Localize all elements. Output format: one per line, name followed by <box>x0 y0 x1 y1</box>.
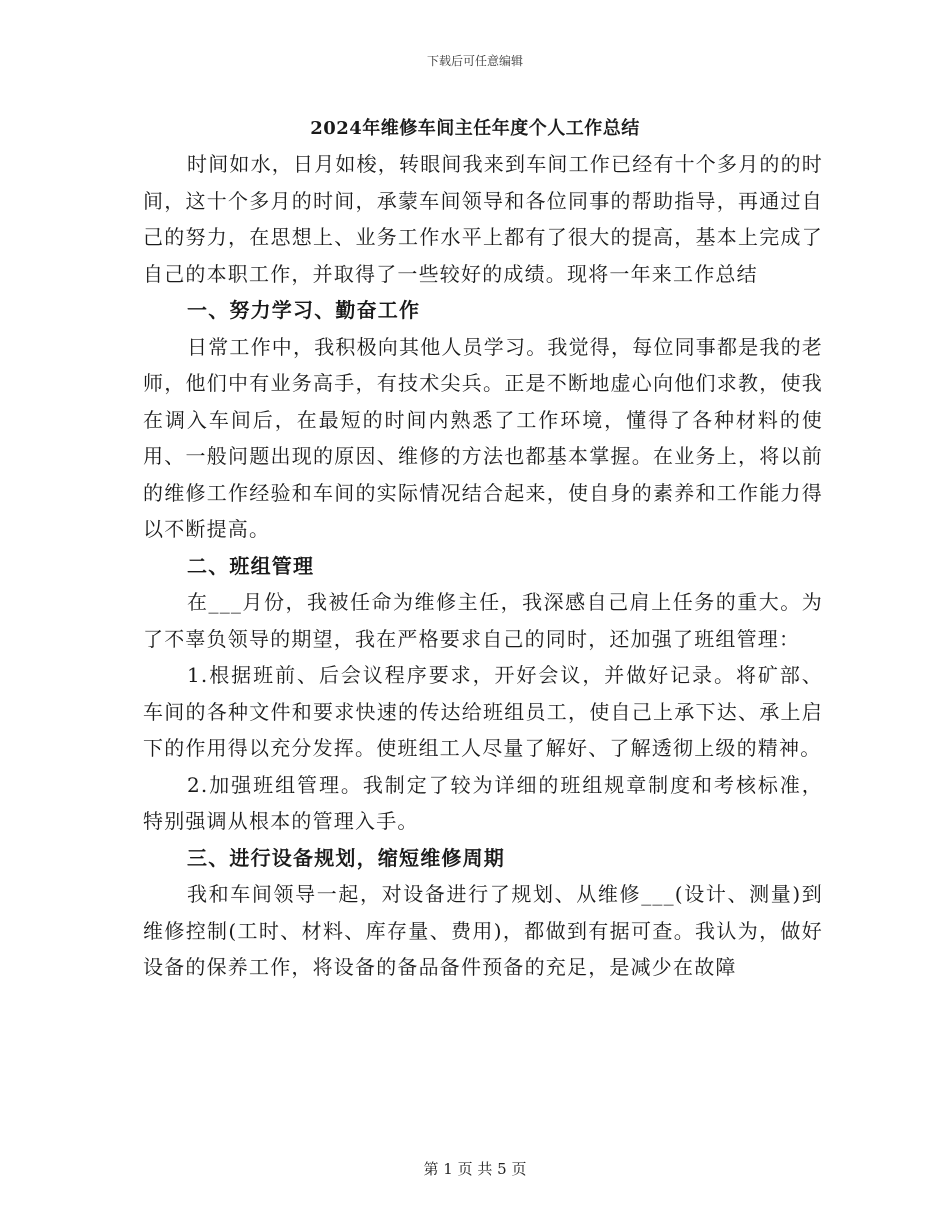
section-2-heading: 二、班组管理 <box>187 553 315 578</box>
document-title: 2024年维修车间主任年度个人工作总结 <box>310 118 640 139</box>
section-1-heading: 一、努力学习、勤奋工作 <box>187 298 421 322</box>
page-number-footer: 第 1 页 共 5 页 <box>423 1160 527 1178</box>
section-2-item-2: 2.加强班组管理。我制定了较为详细的班组规章制度和考核标准，特别强调从根本的管理入手。 <box>143 772 823 833</box>
section-1-paragraph: 日常工作中，我积极向其他人员学习。我觉得，每位同事都是我的老师，他们中有业务高手，有技术尖兵。正是不断地虚心向他们求教，使我在调入车间后，在最短的时间内熟悉了工作环境，懂得了各种材料的使用、一般问题出现的原因、维修的方法也都基本掌握。在业务上，将以前的维修工作经验和车间的实际情况结合起来，使自身的素养和工作能力得以不断提高。 <box>143 334 823 541</box>
section-3-heading: 三、进行设备规划，缩短维修周期 <box>187 845 505 870</box>
document-body <box>143 146 823 986</box>
section-3-paragraph: 我和车间领导一起，对设备进行了规划、从维修___(设计、测量)到维修控制(工时、材料、库存量、费用)，都做到有据可查。我认为，做好设备的保养工作，将设备的备品备件预备的充足，是减少在故障 <box>143 882 823 979</box>
page-header-note: 下载后可任意编辑 <box>426 54 523 68</box>
section-2-paragraph: 在___月份，我被任命为维修主任，我深感自己肩上任务的重大。为了不辜负领导的期望，我在严格要求自己的同时，还加强了班组管理： <box>143 590 823 651</box>
intro-paragraph: 时间如水，日月如梭，转眼间我来到车间工作已经有十个多月的的时间，这十个多月的时间，承蒙车间领导和各位同事的帮助指导，再通过自己的努力，在思想上、业务工作水平上都有了很大的提高，基本上完成了自己的本职工作，并取得了一些较好的成绩。现将一年来工作总结 <box>143 152 823 286</box>
section-2-item-1: 1.根据班前、后会议程序要求，开好会议，并做好记录。将矿部、车间的各种文件和要求快速的传达给班组员工，使自己上承下达、承上启下的作用得以充分发挥。使班组工人尽量了解好、了解透彻上级的精神。 <box>143 663 823 760</box>
